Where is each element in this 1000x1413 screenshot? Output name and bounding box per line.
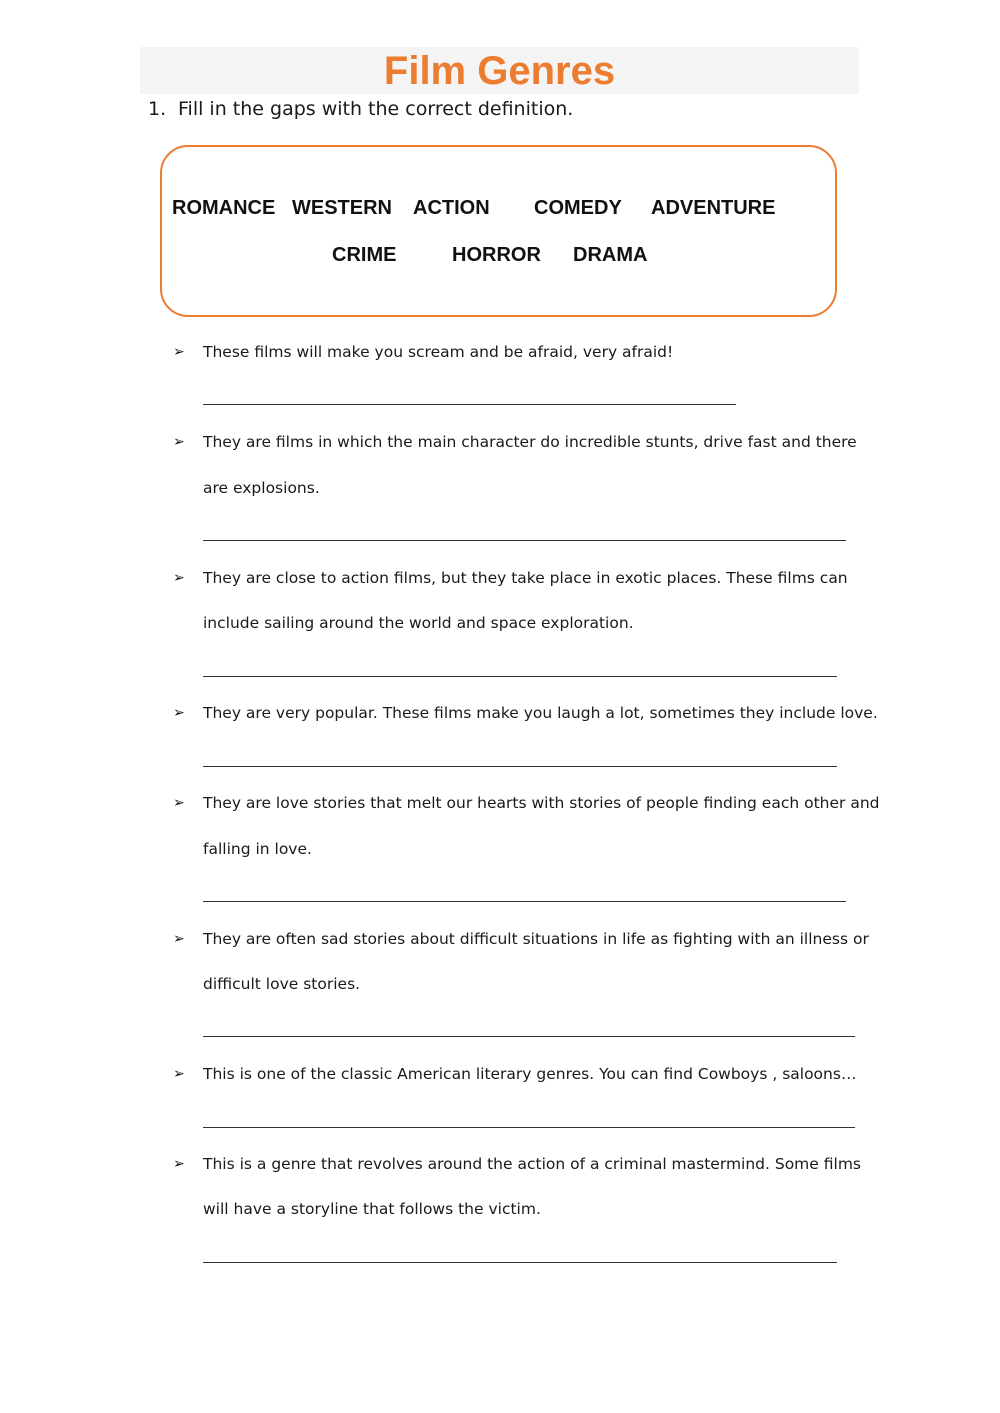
definition-text: They are love stories that melt our hearts with stories of people finding each other and [203, 794, 880, 812]
definition-text: This is one of the classic American literary genres. You can find Cowboys , saloons… [203, 1065, 857, 1083]
answer-blank[interactable] [203, 901, 846, 902]
answer-blank[interactable] [203, 1036, 855, 1037]
bullet-arrow-icon: ➢ [173, 1156, 185, 1172]
instruction [148, 96, 573, 122]
word-bank-item: COMEDY [534, 197, 622, 219]
definition-text: They are often sad stories about difficult situations in life as fighting with an illness or [203, 930, 869, 948]
definition-text: will have a storyline that follows the victim. [203, 1200, 541, 1218]
definition-text: are explosions. [203, 479, 320, 497]
answer-blank[interactable] [203, 766, 837, 767]
bullet-arrow-icon: ➢ [173, 931, 185, 947]
definition-text: They are close to action films, but they take place in exotic places. These films can [203, 569, 848, 587]
page-title: Film Genres [383, 49, 616, 93]
definition-text: falling in love. [203, 840, 312, 858]
bullet-arrow-icon: ➢ [173, 705, 185, 721]
answer-blank[interactable] [203, 676, 837, 677]
word-bank-item: ADVENTURE [651, 197, 776, 219]
answer-blank[interactable] [203, 540, 846, 541]
word-bank-box [160, 145, 837, 317]
word-bank-item: ROMANCE [172, 197, 276, 219]
bullet-arrow-icon: ➢ [173, 344, 185, 360]
bullet-arrow-icon: ➢ [173, 795, 185, 811]
bullet-arrow-icon: ➢ [173, 434, 185, 450]
word-bank-item: CRIME [332, 244, 397, 266]
word-bank-item: HORROR [452, 244, 541, 266]
definition-text: This is a genre that revolves around the action of a criminal mastermind. Some films [203, 1155, 861, 1173]
answer-blank[interactable] [203, 1127, 855, 1128]
definition-text: difficult love stories. [203, 975, 361, 993]
instruction-number: 1. [148, 98, 167, 120]
instruction-text: Fill in the gaps with the correct definition. [178, 98, 574, 120]
answer-blank[interactable] [203, 404, 736, 405]
definition-text: They are films in which the main character do incredible stunts, drive fast and there [203, 433, 857, 451]
definition-text: They are very popular. These films make you laugh a lot, sometimes they include love. [203, 704, 878, 722]
definition-text: These films will make you scream and be afraid, very afraid! [203, 343, 674, 361]
word-bank-item: ACTION [413, 197, 490, 219]
bullet-arrow-icon: ➢ [173, 570, 185, 586]
word-bank-item: WESTERN [292, 197, 392, 219]
definition-text: include sailing around the world and space exploration. [203, 614, 634, 632]
word-bank-item: DRAMA [573, 244, 648, 266]
answer-blank[interactable] [203, 1262, 837, 1263]
bullet-arrow-icon: ➢ [173, 1066, 185, 1082]
